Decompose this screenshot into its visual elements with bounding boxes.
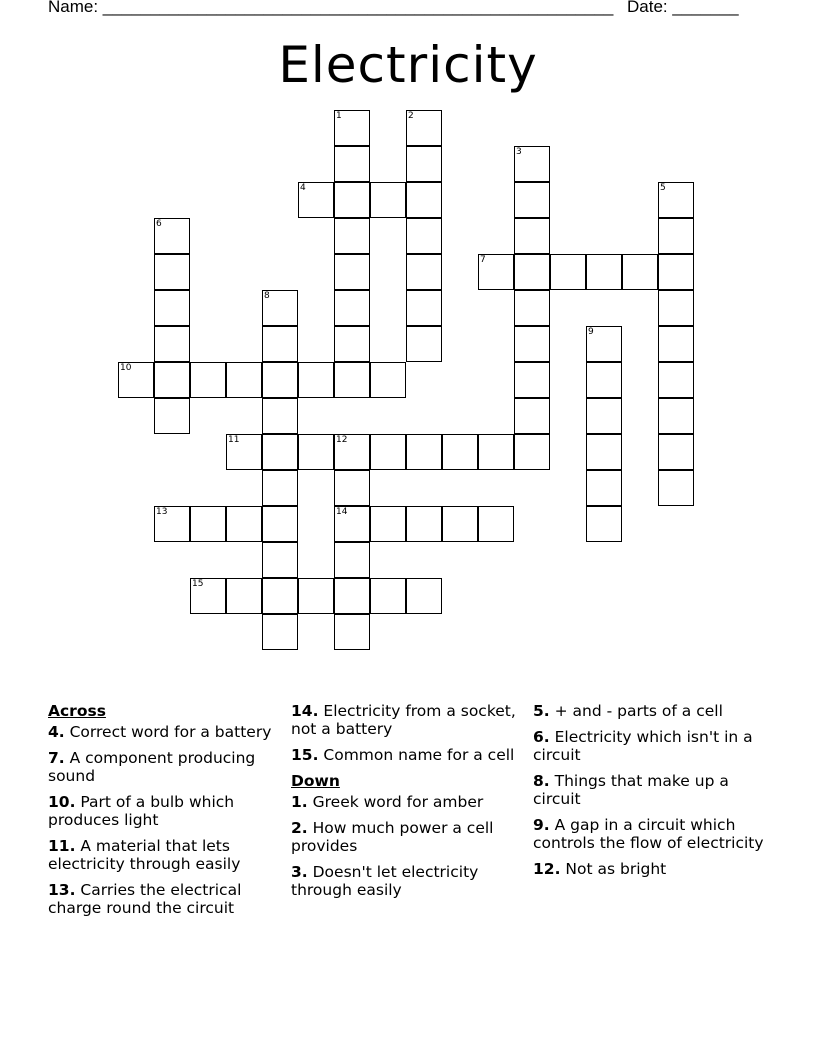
grid-cell[interactable] — [262, 506, 298, 542]
grid-cell[interactable] — [226, 578, 262, 614]
grid-cell[interactable] — [334, 362, 370, 398]
grid-cell[interactable] — [514, 254, 550, 290]
grid-cell[interactable] — [658, 326, 694, 362]
grid-cell[interactable] — [334, 218, 370, 254]
grid-cell[interactable] — [586, 506, 622, 542]
clue-number: 4 — [300, 183, 306, 193]
grid-cell[interactable] — [154, 254, 190, 290]
grid-cell[interactable] — [586, 254, 622, 290]
grid-cell[interactable] — [442, 506, 478, 542]
grid-cell[interactable] — [406, 218, 442, 254]
grid-cell[interactable] — [262, 614, 298, 650]
grid-cell[interactable] — [406, 254, 442, 290]
grid-cell[interactable] — [370, 506, 406, 542]
grid-cell[interactable] — [478, 434, 514, 470]
grid-cell[interactable] — [334, 182, 370, 218]
grid-cell[interactable] — [370, 182, 406, 218]
clue-number: 9 — [588, 327, 594, 337]
grid-cell[interactable] — [370, 578, 406, 614]
clue-number: 15 — [192, 579, 204, 589]
grid-cell[interactable] — [478, 254, 514, 290]
grid-cell[interactable] — [478, 506, 514, 542]
clue-across-14: 14. Electricity from a socket, not a battery — [291, 702, 516, 738]
clue-number: 12 — [336, 435, 348, 445]
across-heading: Across — [48, 702, 106, 720]
clue-down-3: 3. Doesn't let electricity through easily — [291, 863, 479, 899]
grid-cell[interactable] — [514, 398, 550, 434]
grid-cell[interactable] — [334, 470, 370, 506]
clue-across-15: 15. Common name for a cell — [291, 746, 515, 764]
grid-cell[interactable] — [658, 290, 694, 326]
date-line: Date: _______ — [627, 0, 739, 16]
clue-number: 6 — [156, 219, 162, 229]
grid-cell[interactable] — [154, 290, 190, 326]
grid-cell[interactable] — [298, 182, 334, 218]
clue-down-12: 12. Not as bright — [533, 860, 667, 878]
clue-number: 2 — [408, 111, 414, 121]
grid-cell[interactable] — [586, 326, 622, 362]
clue-across-4: 4. Correct word for a battery — [48, 723, 272, 741]
grid-cell[interactable] — [406, 290, 442, 326]
grid-cell[interactable] — [298, 362, 334, 398]
clue-number: 5 — [660, 183, 666, 193]
grid-cell[interactable] — [334, 578, 370, 614]
grid-cell[interactable] — [154, 398, 190, 434]
grid-cell[interactable] — [586, 434, 622, 470]
clue-across-7: 7. A component producing sound — [48, 749, 256, 785]
grid-cell[interactable] — [262, 434, 298, 470]
clues-column-2 — [291, 700, 516, 907]
grid-cell[interactable] — [658, 470, 694, 506]
grid-cell[interactable] — [190, 578, 226, 614]
clue-down-9: 9. A gap in a circuit which controls the flow of electricity — [533, 816, 764, 852]
grid-cell[interactable] — [334, 290, 370, 326]
grid-cell[interactable] — [514, 182, 550, 218]
grid-cell[interactable] — [406, 506, 442, 542]
grid-cell[interactable] — [298, 578, 334, 614]
grid-cell[interactable] — [262, 398, 298, 434]
clue-number: 7 — [480, 255, 486, 265]
grid-cell[interactable] — [262, 542, 298, 578]
grid-cell[interactable] — [658, 434, 694, 470]
grid-cell[interactable] — [262, 470, 298, 506]
grid-cell[interactable] — [514, 146, 550, 182]
grid-cell[interactable] — [586, 362, 622, 398]
grid-cell[interactable] — [658, 398, 694, 434]
grid-cell[interactable] — [262, 326, 298, 362]
grid-cell[interactable] — [190, 362, 226, 398]
grid-cell[interactable] — [226, 434, 262, 470]
grid-cell[interactable] — [262, 578, 298, 614]
grid-cell[interactable] — [118, 362, 154, 398]
name-line: Name: ______________________________________________________ — [48, 0, 614, 16]
grid-cell[interactable] — [370, 362, 406, 398]
grid-cell[interactable] — [658, 182, 694, 218]
grid-cell[interactable] — [514, 290, 550, 326]
grid-cell[interactable] — [406, 326, 442, 362]
clues-column-3 — [533, 700, 768, 886]
grid-cell[interactable] — [226, 506, 262, 542]
grid-cell[interactable] — [334, 326, 370, 362]
grid-cell[interactable] — [262, 290, 298, 326]
clue-number: 13 — [156, 507, 168, 517]
clue-down-6: 6. Electricity which isn't in a circuit — [533, 728, 753, 764]
page-title: Electricity — [278, 36, 538, 94]
grid-cell[interactable] — [334, 110, 370, 146]
clue-number: 8 — [264, 291, 270, 301]
clue-number: 10 — [120, 363, 132, 373]
grid-cell[interactable] — [334, 434, 370, 470]
grid-cell[interactable] — [442, 434, 478, 470]
grid-cell[interactable] — [658, 362, 694, 398]
grid-cell[interactable] — [406, 146, 442, 182]
grid-cell[interactable] — [406, 182, 442, 218]
grid-cell[interactable] — [658, 254, 694, 290]
grid-cell[interactable] — [514, 362, 550, 398]
clues-column-1 — [48, 700, 273, 925]
grid-cell[interactable] — [514, 326, 550, 362]
grid-cell[interactable] — [154, 218, 190, 254]
clue-across-11: 11. A material that lets electricity through easily — [48, 837, 241, 873]
grid-cell[interactable] — [514, 434, 550, 470]
grid-cell[interactable] — [154, 506, 190, 542]
clue-number: 11 — [228, 435, 240, 445]
clue-number: 3 — [516, 147, 522, 157]
clue-down-8: 8. Things that make up a circuit — [533, 772, 729, 808]
grid-cell[interactable] — [262, 362, 298, 398]
grid-cell[interactable] — [154, 326, 190, 362]
grid-cell[interactable] — [622, 254, 658, 290]
grid-cell[interactable] — [514, 218, 550, 254]
down-heading: Down — [291, 772, 340, 790]
grid-cell[interactable] — [334, 254, 370, 290]
grid-cell[interactable] — [298, 434, 334, 470]
grid-cell[interactable] — [586, 398, 622, 434]
grid-cell[interactable] — [334, 146, 370, 182]
clue-number: 14 — [336, 507, 348, 517]
grid-cell[interactable] — [154, 362, 190, 398]
grid-cell[interactable] — [658, 218, 694, 254]
clue-number: 1 — [336, 111, 342, 121]
grid-cell[interactable] — [334, 542, 370, 578]
grid-cell[interactable] — [370, 434, 406, 470]
grid-cell[interactable] — [334, 614, 370, 650]
grid-cell[interactable] — [586, 470, 622, 506]
grid-cell[interactable] — [226, 362, 262, 398]
grid-cell[interactable] — [190, 506, 226, 542]
grid-cell[interactable] — [334, 506, 370, 542]
clue-across-13: 13. Carries the electrical charge round the circuit — [48, 881, 242, 917]
grid-cell[interactable] — [406, 110, 442, 146]
clue-down-1: 1. Greek word for amber — [291, 793, 484, 811]
grid-cell[interactable] — [550, 254, 586, 290]
clue-down-5: 5. + and - parts of a cell — [533, 702, 723, 720]
clue-down-2: 2. How much power a cell provides — [291, 819, 494, 855]
grid-cell[interactable] — [406, 578, 442, 614]
clue-across-10: 10. Part of a bulb which produces light — [48, 793, 235, 829]
grid-cell[interactable] — [406, 434, 442, 470]
